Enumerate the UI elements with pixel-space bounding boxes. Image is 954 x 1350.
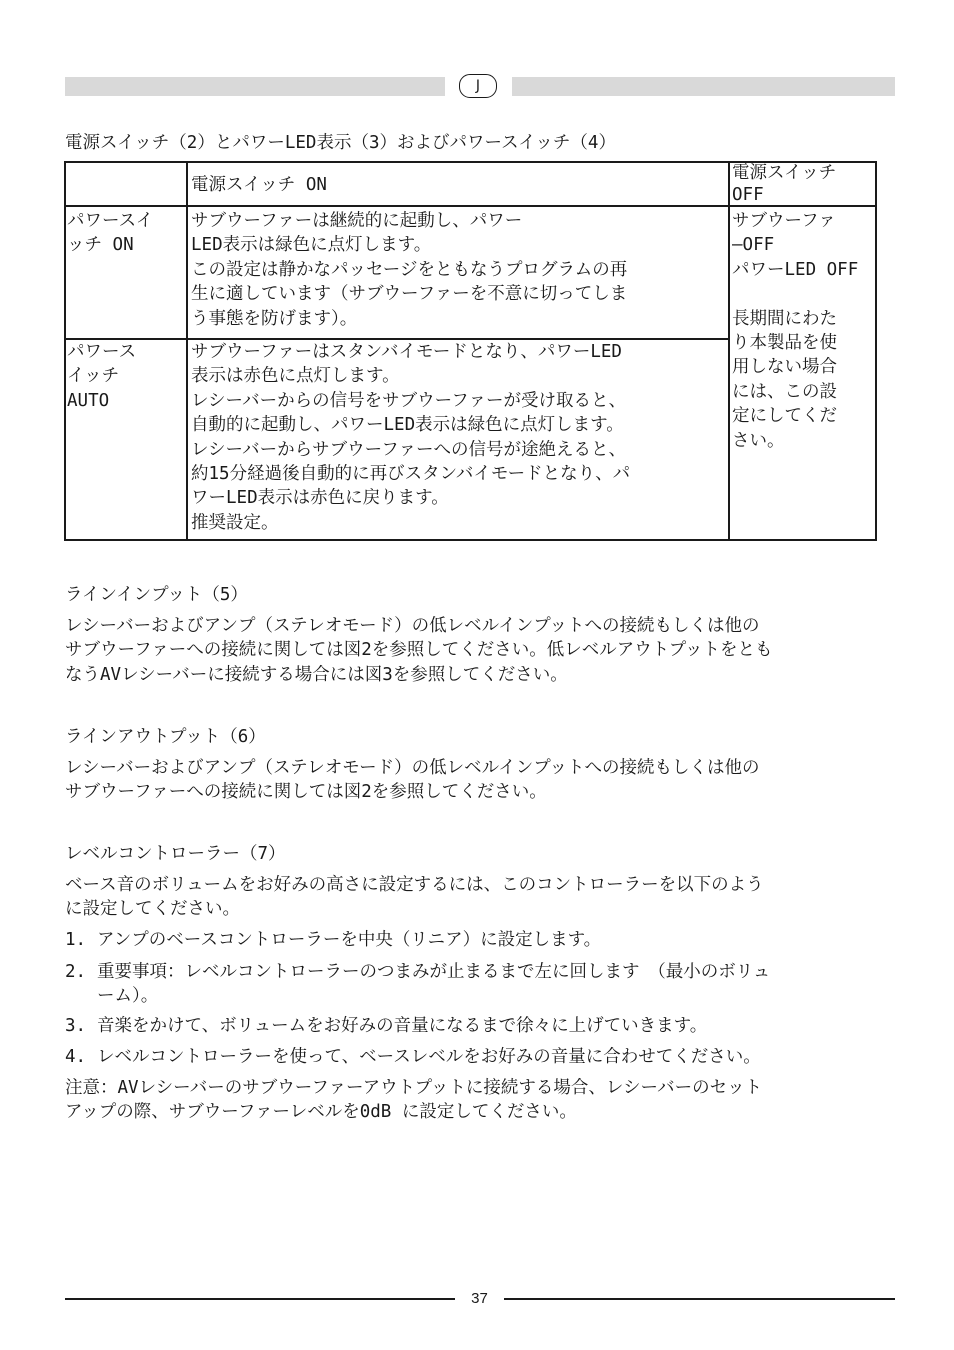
section-title: 電源スイッチ（2）とパワーLED表示（3）およびパワースイッチ（4） — [65, 133, 616, 153]
page-number: 37 — [471, 1290, 488, 1307]
table-row1-label: パワースイ ッチ ON — [67, 211, 154, 256]
level-controller-note: 注意：AVレシーバーのサブウーファーアウトプットに接続する場合、レシーバーのセット アップの際、サブウーファーレベルを0dB に設定してください。 — [65, 1078, 763, 1123]
list-item-text: レベルコントローラーを使って、ベースレベルをお好みの音量に合わせてください。 — [97, 1047, 761, 1067]
table-row2-label: パワース イッチ AUTO — [67, 342, 137, 411]
table-header-on: 電源スイッチ ON — [191, 175, 327, 195]
table-row1-on-text: サブウーファーは継続的に起動し、パワー LED表示は緑色に点灯します。 この設定は静かなパッセージをともなうプログラムの再 生に適しています（サブウーファーを不意に切ってしま う事態を防げます）。 — [191, 211, 628, 329]
list-item-number: 4. — [65, 1047, 87, 1067]
footer-rule-left — [65, 1298, 455, 1300]
table-off-text: サブウーファ —OFF パワーLED OFF 長期間にわた り本製品を使 用しない場合 には、この設 定にしてくだ さい。 — [732, 211, 859, 451]
list-item-number: 3. — [65, 1016, 87, 1036]
list-item-number: 2. — [65, 962, 87, 982]
table-row2-on-text: サブウーファーはスタンバイモードとなり、パワーLED 表示は赤色に点灯します。 レシーバーからの信号をサブウーファーが受け取ると、 自動的に起動し、パワーLED表示は緑色に点灯します。 レシーバーからサブウーファーへの信号が途絶えると、 約15分経過後自動的に再びスタンバイモードとなり、パ ワーLED表示は赤色に戻ります。 推奨設定。 — [191, 342, 631, 533]
header-bar-right — [512, 77, 895, 96]
footer-rule-right — [504, 1298, 895, 1300]
list-item-text: 重要事項：レベルコントローラーのつまみが止まるまで左に回します （最小のボリュ ーム）。 — [97, 962, 771, 1007]
list-item-number: 1. — [65, 930, 87, 950]
line-input-text: レシーバーおよびアンプ（ステレオモード）の低レベルインプットへの接続もしくは他の サブウーファーへの接続に関しては図2を参照してください。低レベルアウトプットをとも なうAVレシーバーに接続する場合には図3を参照してください。 — [65, 616, 773, 685]
level-controller-intro: ベース音のボリュームをお好みの高さに設定するには、このコントローラーを以下のよう に設定してください。 — [65, 875, 764, 920]
table-divider-col1 — [186, 161, 188, 541]
line-output-title: ラインアウトプット（6） — [65, 727, 266, 747]
line-input-title: ラインインプット（5） — [65, 585, 248, 605]
line-output-text: レシーバーおよびアンプ（ステレオモード）の低レベルインプットへの接続もしくは他の サブウーファーへの接続に関しては図2を参照してください。 — [65, 758, 760, 803]
header-bar-left — [65, 77, 445, 96]
table-divider-col2 — [728, 161, 730, 541]
list-item-text: アンプのベースコントローラーを中央（リニア）に設定します。 — [97, 930, 602, 950]
level-controller-title: レベルコントローラー（7） — [65, 844, 286, 864]
language-badge: J — [459, 74, 497, 98]
list-item-text: 音楽をかけて、ボリュームをお好みの音量になるまで徐々に上げていきます。 — [97, 1016, 708, 1036]
table-header-off: 電源スイッチ OFF — [732, 163, 837, 205]
